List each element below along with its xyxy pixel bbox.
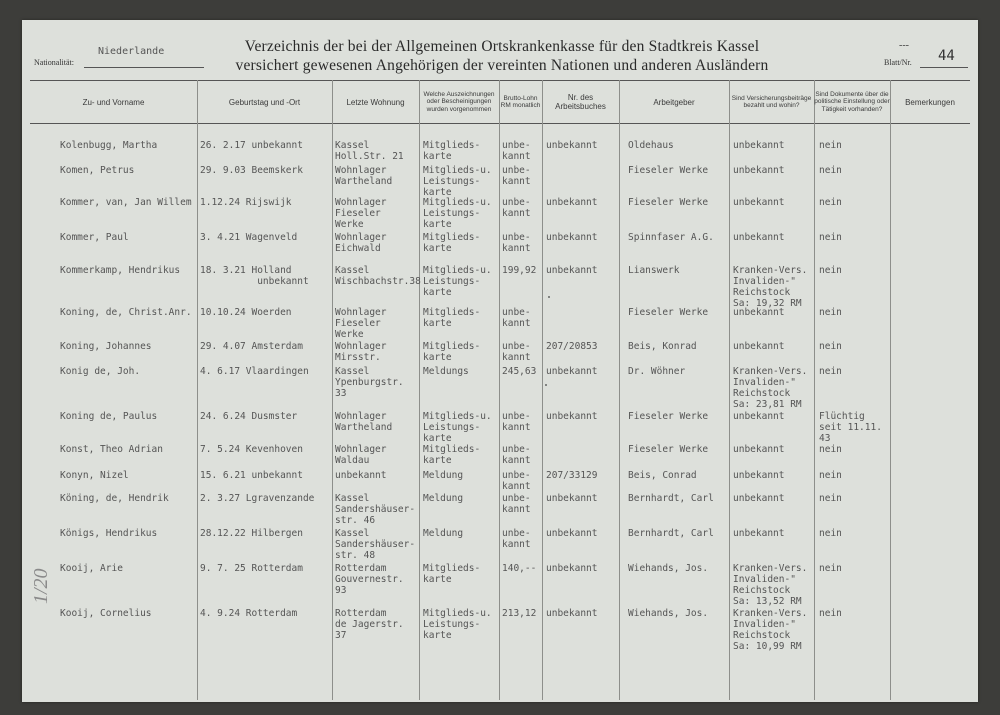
column-header: Sind Versicherungsbeiträge bezahlt und wohin? [731,94,812,109]
cell-insurance: Kranken-Vers. Invaliden-" Reichstock Sa: 19,32 RM [733,265,808,309]
cell-insurance: unbekannt [733,232,785,243]
cell-name: Kommerkamp, Hendrikus [60,265,181,276]
cell-insurance: unbekannt [733,197,785,208]
cell-employer: Beis, Conrad [628,470,697,481]
cell-docs: Mitglieds-u. Leistungs- karte [423,608,492,641]
cell-wage: unbe- kannt [502,470,531,492]
form-title-line-2: versichert gewesenen Angehörigen der vereinten Nationen und anderen Ausländern [235,57,769,74]
cell-name: Kolenbugg, Martha [60,140,158,151]
cell-birth: 4. 9.24 Rotterdam [200,608,298,619]
cell-workbook: unbekannt [546,197,598,208]
column-divider [542,80,543,700]
cell-name: Kommer, Paul [60,232,129,243]
cell-insurance: unbekannt [733,411,785,422]
cell-workbook: unbekannt [546,232,598,243]
column-header: Welche Auszeichnungen oder Bescheinigungen wurden vorgenommen [423,90,495,113]
cell-political: nein [819,232,842,243]
cell-employer: Spinnfaser A.G. [628,232,714,243]
cell-workbook: unbekannt [546,366,598,377]
cell-wage: unbe- kannt [502,307,531,329]
cell-docs: Mitglieds- karte [423,563,481,585]
column-header: Brutto-Lohn RM monatlich [500,94,541,109]
form-sheet [22,20,978,702]
cell-insurance: unbekannt [733,470,785,481]
cell-docs: Mitglieds-u. Leistungs- karte [423,411,492,444]
cell-insurance: unbekannt [733,444,785,455]
sheet-number: 44 [938,48,955,64]
cell-political: nein [819,366,842,377]
column-header: Geburtstag und -Ort [228,97,301,107]
cell-wage: unbe- kannt [502,411,531,433]
cell-name: Kooij, Arie [60,563,123,574]
sheet-dash: --- [899,40,909,51]
cell-political: nein [819,493,842,504]
cell-wage: unbe- kannt [502,493,531,515]
cell-wage: unbe- kannt [502,197,531,219]
cell-birth: 9. 7. 25 Rotterdam [200,563,303,574]
column-header: Arbeitgeber [653,97,695,107]
cell-insurance: Kranken-Vers. Invaliden-" Reichstock Sa: 10,99 RM [733,608,808,652]
column-divider [197,80,198,700]
cell-name: Koning, Johannes [60,341,152,352]
column-divider [890,80,891,700]
cell-political: nein [819,197,842,208]
cell-name: Koning de, Paulus [60,411,158,422]
cell-insurance: Kranken-Vers. Invaliden-" Reichstock Sa: 23,81 RM [733,366,808,410]
cell-political: nein [819,307,842,318]
cell-insurance: unbekannt [733,165,785,176]
cell-wage: unbe- kannt [502,341,531,363]
cell-address: Wohnlager Wartheland [335,411,393,433]
cell-birth: 3. 4.21 Wagenveld [200,232,298,243]
cell-address: Wohnlager Wartheland [335,165,393,187]
ink-dot [548,296,550,298]
cell-workbook: unbekannt [546,528,598,539]
cell-address: Kassel Wischbachstr.38 [335,265,421,287]
cell-employer: Lianswerk [628,265,680,276]
cell-workbook: unbekannt [546,493,598,504]
cell-docs: Mitglieds- karte [423,140,481,162]
cell-birth: 28.12.22 Hilbergen [200,528,303,539]
cell-name: Königs, Hendrikus [60,528,158,539]
cell-name: Kommer, van, Jan Willem [60,197,192,208]
column-header: Nr. des Arbeitsbuches [555,93,606,111]
cell-address: Rotterdam Gouvernestr. 93 [335,563,404,596]
cell-birth: 7. 5.24 Kevenhoven [200,444,303,455]
cell-workbook: unbekannt [546,140,598,151]
cell-workbook: 207/33129 [546,470,598,481]
form-title-line-1: Verzeichnis der bei der Allgemeinen Ortskrankenkasse für den Stadtkreis Kassel [244,38,760,55]
cell-address: Kassel Ypenburgstr. 33 [335,366,404,399]
cell-workbook: unbekannt [546,265,598,276]
cell-docs: Mitglieds-u. Leistungs- karte [423,197,492,230]
cell-name: Koning, de, Christ.Anr. [60,307,192,318]
cell-address: unbekannt [335,470,387,481]
cell-birth: 4. 6.17 Vlaardingen [200,366,309,377]
column-header: Sind Dokumente über die politische Einstellung oder Tätigkeit vorhanden? [814,90,890,113]
cell-insurance: unbekannt [733,528,785,539]
cell-insurance: Kranken-Vers. Invaliden-" Reichstock Sa: 13,52 RM [733,563,808,607]
cell-address: Wohnlager Mirsstr. [335,341,387,363]
cell-name: Köning, de, Hendrik [60,493,169,504]
cell-political: nein [819,341,842,352]
table-top-rule [30,80,970,81]
cell-birth: 26. 2.17 unbekannt [200,140,303,151]
cell-docs: Mitglieds- karte [423,232,481,254]
cell-name: Kooij, Cornelius [60,608,152,619]
sheet-label: Blatt/Nr. [884,58,912,67]
cell-address: Wohnlager Fieseler Werke [335,197,387,230]
cell-docs: Mitglieds-u. Leistungs- karte [423,265,492,298]
cell-political: nein [819,608,842,619]
cell-docs: Meldungs [423,366,469,377]
cell-address: Rotterdam de Jagerstr. 37 [335,608,404,641]
cell-workbook: unbekannt [546,411,598,422]
cell-political: nein [819,470,842,481]
ink-dot [545,384,547,386]
margin-note: 1/20 [30,568,52,604]
cell-insurance: unbekannt [733,341,785,352]
table-header-rule [30,123,970,124]
cell-name: Komen, Petrus [60,165,135,176]
cell-wage: unbe- kannt [502,232,531,254]
cell-birth: 10.10.24 Woerden [200,307,292,318]
cell-employer: Wiehands, Jos. [628,563,709,574]
cell-insurance: unbekannt [733,307,785,318]
cell-birth: 24. 6.24 Dusmster [200,411,298,422]
column-divider [729,80,730,700]
cell-workbook: unbekannt [546,608,598,619]
cell-name: Konig de, Joh. [60,366,141,377]
cell-employer: Fieseler Werke [628,197,709,208]
cell-political: nein [819,563,842,574]
cell-address: Kassel Sandershäuser- str. 46 [335,493,416,526]
cell-docs: Meldung [423,470,464,481]
cell-wage: 213,12 [502,608,537,619]
cell-address: Wohnlager Fieseler Werke [335,307,387,340]
column-header: Zu- und Vorname [82,97,145,107]
column-header: Letzte Wohnung [346,97,405,107]
cell-address: Kassel Sandershäuser- str. 48 [335,528,416,561]
cell-address: Wohnlager Eichwald [335,232,387,254]
cell-employer: Fieseler Werke [628,165,709,176]
cell-wage: unbe- kannt [502,165,531,187]
cell-docs: Meldung [423,493,464,504]
cell-political: nein [819,444,842,455]
cell-address: Kassel Holl.Str. 21 [335,140,404,162]
cell-political: nein [819,528,842,539]
column-divider [619,80,620,700]
cell-insurance: unbekannt [733,493,785,504]
cell-docs: Mitglieds-u. Leistungs- karte [423,165,492,198]
cell-name: Konst, Theo Adrian [60,444,163,455]
cell-birth: 15. 6.21 unbekannt [200,470,303,481]
nationality-value: Niederlande [98,46,165,57]
cell-wage: unbe- kannt [502,444,531,466]
cell-insurance: unbekannt [733,140,785,151]
cell-wage: 245,63 [502,366,537,377]
column-divider [814,80,815,700]
column-divider [499,80,500,700]
cell-docs: Mitglieds- karte [423,307,481,329]
cell-birth: 1.12.24 Rijswijk [200,197,292,208]
cell-birth: 29. 9.03 Beemskerk [200,165,303,176]
cell-address: Wohnlager Waldau [335,444,387,466]
column-divider [419,80,420,700]
cell-political: nein [819,265,842,276]
cell-wage: unbe- kannt [502,528,531,550]
cell-employer: Bernhardt, Carl [628,493,714,504]
cell-employer: Bernhardt, Carl [628,528,714,539]
cell-workbook: unbekannt [546,563,598,574]
column-divider [332,80,333,700]
nationality-label: Nationalität: [34,58,74,67]
cell-political: nein [819,140,842,151]
sheet-underline [920,67,968,68]
cell-docs: Mitglieds- karte [423,444,481,466]
cell-employer: Beis, Konrad [628,341,697,352]
cell-employer: Dr. Wöhner [628,366,686,377]
cell-political: nein [819,165,842,176]
cell-political: Flüchtig seit 11.11. 43 [819,411,882,444]
cell-birth: 18. 3.21 Holland unbekannt [200,265,309,287]
cell-employer: Fieseler Werke [628,307,709,318]
column-header: Bemerkungen [905,97,955,107]
cell-employer: Fieseler Werke [628,411,709,422]
cell-docs: Meldung [423,528,464,539]
cell-wage: 140,-- [502,563,537,574]
cell-wage: unbe- kannt [502,140,531,162]
cell-employer: Fieseler Werke [628,444,709,455]
cell-docs: Mitglieds- karte [423,341,481,363]
cell-employer: Wiehands, Jos. [628,608,709,619]
nationality-underline [84,67,204,68]
cell-birth: 29. 4.07 Amsterdam [200,341,303,352]
cell-wage: 199,92 [502,265,537,276]
cell-employer: Oldehaus [628,140,674,151]
cell-name: Konyn, Nizel [60,470,129,481]
cell-birth: 2. 3.27 Lgravenzande [200,493,315,504]
cell-workbook: 207/20853 [546,341,598,352]
